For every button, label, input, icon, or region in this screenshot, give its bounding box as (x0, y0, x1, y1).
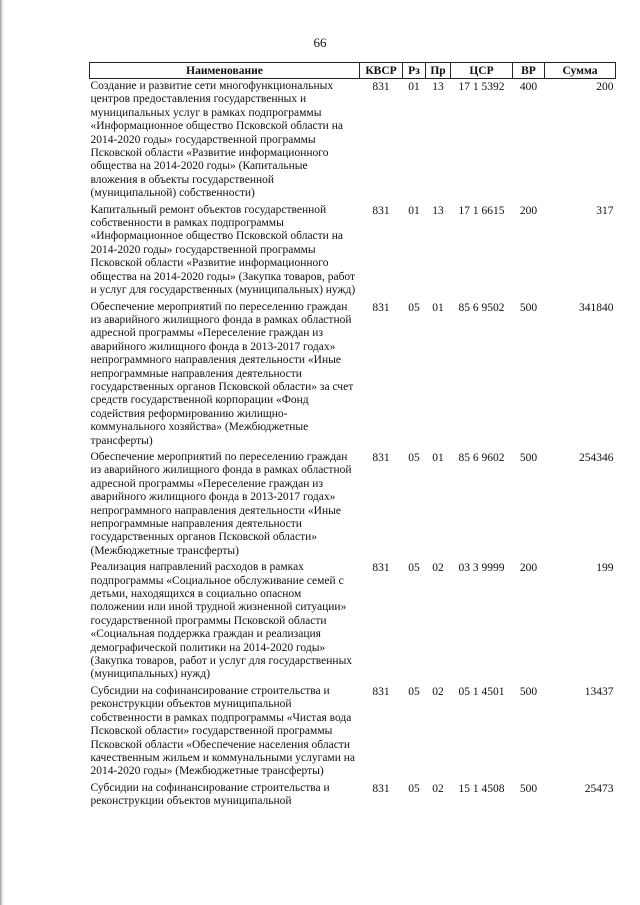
header-csr: ЦСР (451, 63, 513, 79)
page-number: 66 (313, 35, 327, 50)
row-csr: 17 1 6615 (458, 204, 505, 217)
row-kvsr: 831 (372, 451, 390, 464)
row-kvsr: 831 (372, 81, 390, 93)
row-sum: 199 (596, 562, 614, 575)
table-row (90, 684, 616, 781)
row-pr: 02 (432, 782, 444, 795)
row-csr: 85 6 9502 (458, 301, 505, 314)
row-pr: 02 (432, 685, 444, 698)
row-vr: 200 (519, 562, 538, 575)
row-rz: 01 (408, 204, 420, 217)
header-pr: Пр (426, 63, 451, 79)
row-kvsr: 831 (372, 782, 390, 795)
row-vr: 500 (519, 685, 538, 698)
row-name: Капитальный ремонт объектов государственной собственности в рамках подпрограммы «Информационное общество Псковской области на 2014-2020 годы» государственной программы Псковской области «Развитие информационного общества на 2014-2020 годы» (Закупка товаров, работ и услуг для государственных (муниципальных) нужд) (90, 203, 356, 297)
row-pr: 13 (432, 81, 444, 93)
row-sum: 25473 (584, 782, 614, 795)
row-vr: 500 (519, 301, 538, 314)
row-sum: 317 (596, 204, 614, 217)
row-csr: 17 1 5392 (458, 81, 505, 93)
row-kvsr: 831 (372, 301, 390, 314)
row-rz: 05 (408, 301, 420, 314)
row-pr: 02 (432, 562, 444, 575)
row-kvsr: 831 (372, 204, 390, 217)
row-csr: 05 1 4501 (458, 685, 505, 698)
table-header-row (90, 63, 616, 79)
header-kvsr: КВСР (360, 63, 403, 79)
row-name: Реализация направлений расходов в рамках подпрограммы «Социальное обслуживание семей с детьми, находящихся в социально опасном положении или иной трудной жизненной ситуации» государственной программы Псковской области «Социальная поддержка граждан и реализация демографической политики на 2014-2020 годы» (Закупка товаров, работ и услуг для государственных (муниципальных) нужд) (90, 561, 353, 681)
row-csr: 03 3 9999 (458, 562, 505, 575)
row-pr: 01 (432, 301, 444, 314)
row-kvsr: 831 (372, 685, 390, 698)
table-row (90, 79, 616, 203)
row-vr: 500 (519, 451, 538, 464)
row-pr: 13 (432, 204, 444, 217)
header-sum: Сумма (545, 63, 616, 79)
row-vr: 200 (519, 204, 538, 217)
row-rz: 01 (408, 81, 420, 93)
header-vr: ВР (513, 63, 545, 79)
row-sum: 254346 (579, 451, 614, 464)
row-name: Создание и развитие сети многофункциональных центров предоставления государственных и муниципальных услуг в рамках подпрограммы «Информационное общество Псковской области на 2014-2020 годы» государственной программы Псковской области «Развитие информационного общества на 2014-2020 годы» (Капитальные вложения в объекты государственной (муниципальной) собственности) (90, 80, 343, 200)
row-name: Обеспечение мероприятий по переселению граждан из аварийного жилищного фонда в рамках областной адресной программы «Переселение граждан из аварийного жилищного фонда в 2013-2017 годах» непрограммного направления деятельности «Иные непрограммные направления деятельности государственных органов Псковской области» (Межбюджетные трансферты) (90, 450, 352, 557)
table-row (90, 560, 616, 684)
row-sum: 341840 (579, 301, 614, 314)
row-sum: 13437 (584, 685, 614, 698)
scan-shadow-edge (0, 0, 4, 905)
row-rz: 05 (408, 451, 420, 464)
table-row (90, 300, 616, 450)
budget-table (89, 62, 616, 811)
row-csr: 15 1 4508 (458, 782, 505, 795)
row-pr: 01 (432, 451, 444, 464)
header-rz: Рз (403, 63, 426, 79)
row-name: Субсидии на софинансирование строительства и реконструкции объектов муниципальной (90, 781, 330, 808)
row-rz: 05 (408, 782, 420, 795)
row-vr: 500 (519, 782, 538, 795)
row-kvsr: 831 (372, 562, 390, 575)
row-rz: 05 (408, 562, 420, 575)
table-row (90, 203, 616, 300)
row-name: Субсидии на софинансирование строительства и реконструкции объектов муниципальной собственности в рамках подпрограммы «Чистая вода Псковской области» государственной программы Псковской области «Обеспечение населения области качественным жильем и коммунальными услугами на 2014-2020 годы» (Межбюджетные трансферты) (90, 684, 355, 778)
row-csr: 85 6 9602 (458, 451, 505, 464)
table-row (90, 781, 616, 811)
row-sum: 200 (596, 81, 614, 93)
row-vr: 400 (519, 81, 538, 93)
header-name: Наименование (90, 63, 360, 79)
row-name: Обеспечение мероприятий по переселению граждан из аварийного жилищного фонда в рамках областной адресной программы «Переселение граждан из аварийного жилищного фонда в 2013-2017 годах» непрограммного направления деятельности «Иные непрограммные направления деятельности государственных органов Псковской области» за счет средств государственной корпорации «Фонд содействия реформированию жилищно-коммунального хозяйства» (Межбюджетные трансферты) (90, 300, 354, 447)
row-rz: 05 (408, 685, 420, 698)
table-row (90, 450, 616, 560)
